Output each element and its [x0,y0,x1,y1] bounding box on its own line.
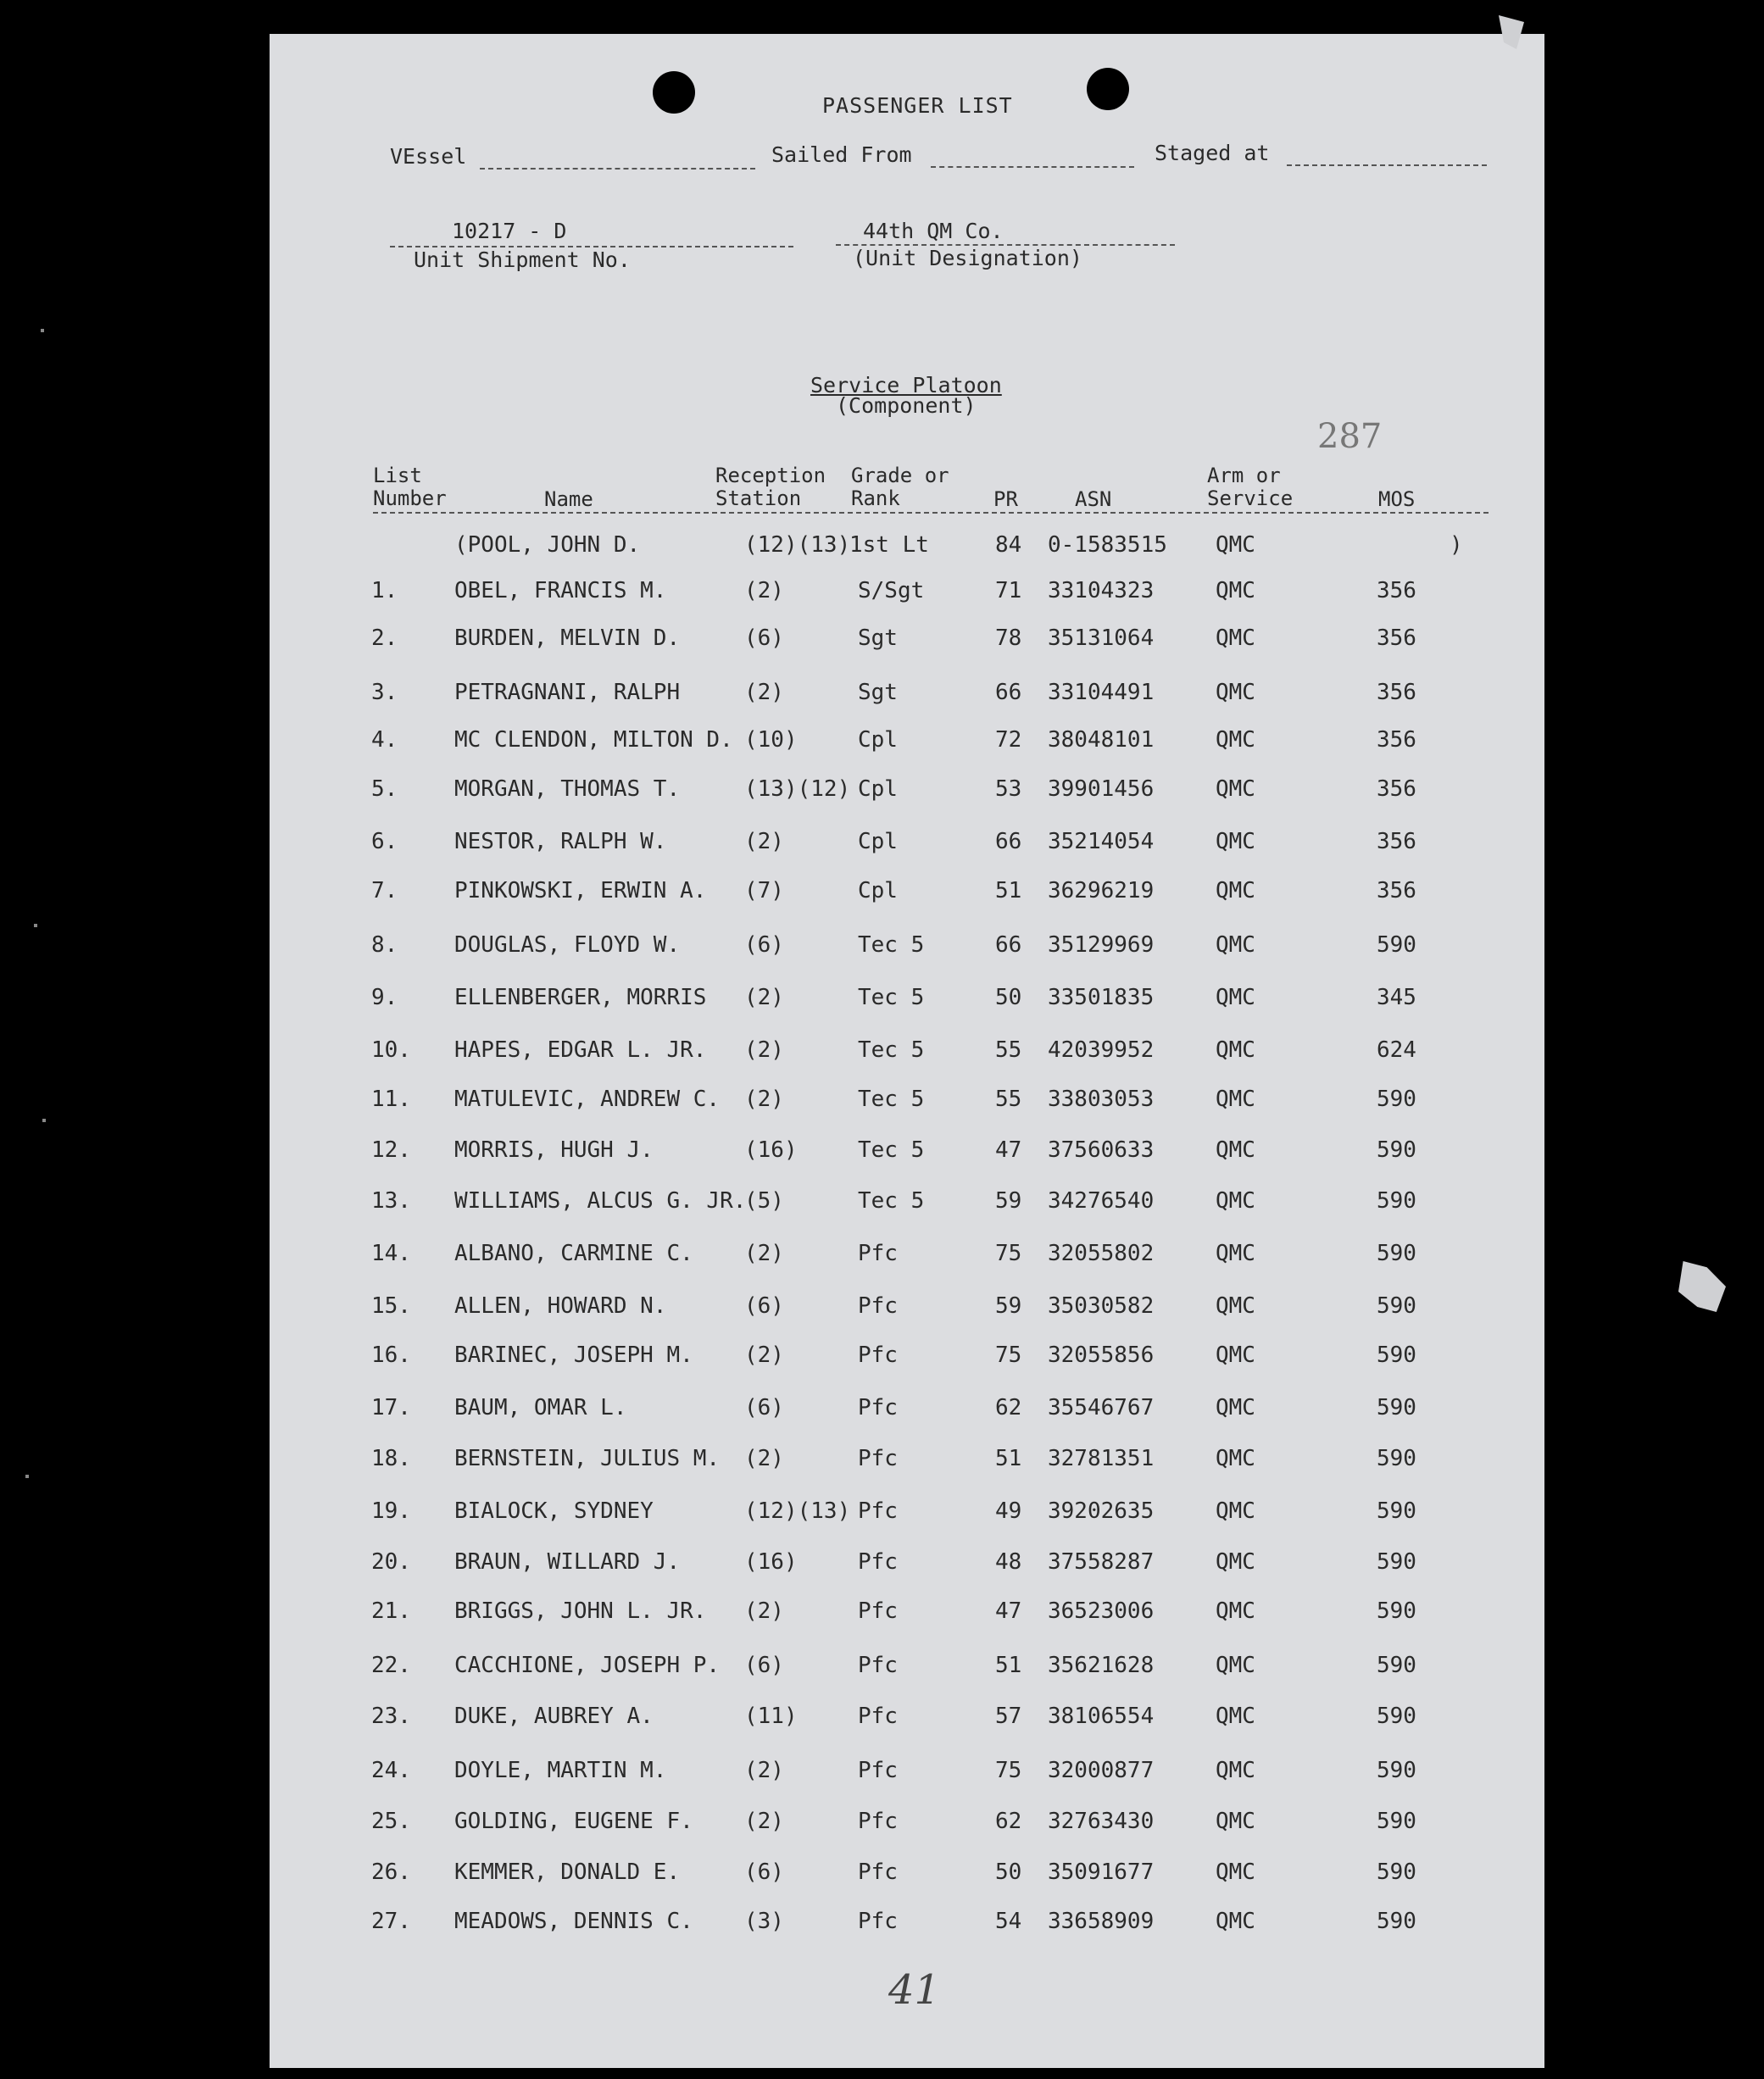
row-mos: 590 [1377,1293,1416,1319]
row-name: ELLENBERGER, MORRIS [454,985,707,1010]
row-name: BAUM, OMAR L. [454,1395,627,1420]
header-rule [373,512,1489,514]
row-name: MC CLENDON, MILTON D. [454,727,733,753]
row-grade: Pfc [858,1549,898,1575]
punch-hole-left [653,71,695,114]
staged-at-line [1287,164,1487,166]
row-station: (6) [744,1293,784,1319]
row-number: 19. [371,1498,411,1524]
row-grade: Pfc [858,1342,898,1368]
row-grade: Pfc [858,1241,898,1266]
header-arm-service: Arm or Service [1207,464,1294,510]
row-mos: 356 [1377,776,1416,802]
row-name: MEADOWS, DENNIS C. [454,1909,693,1934]
row-station: (7) [744,878,784,903]
row-mos: 590 [1377,1498,1416,1524]
row-name: KEMMER, DONALD E. [454,1859,681,1885]
row-station: (2) [744,829,784,854]
row-station: (16) [744,1549,798,1575]
row-pr: 49 [995,1498,1022,1524]
row-mos: 356 [1377,829,1416,854]
row-grade: Tec 5 [858,1188,925,1214]
row-arm: QMC [1216,1909,1255,1934]
page-title: PASSENGER LIST [822,93,1013,118]
unit-designation-label: (Unit Designation) [853,246,1082,270]
row-mos: 356 [1377,878,1416,903]
row-name: BRIGGS, JOHN L. JR. [454,1598,707,1624]
row-name: PETRAGNANI, RALPH [454,680,681,705]
row-number: 10. [371,1037,411,1063]
row-station: (11) [744,1704,798,1729]
row-mos: 590 [1377,1137,1416,1163]
row-number: 5. [371,776,398,802]
row-number: 20. [371,1549,411,1575]
row-arm: QMC [1216,1037,1255,1063]
row-asn: 33658909 [1048,1909,1155,1934]
row-mos: 345 [1377,985,1416,1010]
row-station: (2) [744,985,784,1010]
row-number: 4. [371,727,398,753]
row-arm: QMC [1216,1342,1255,1368]
row-station: (13)(12) [744,776,851,802]
row-station: (6) [744,1653,784,1678]
row-number: 12. [371,1137,411,1163]
row-name: NESTOR, RALPH W. [454,829,667,854]
row-pr: 47 [995,1137,1022,1163]
row-asn: 35214054 [1048,829,1155,854]
row-asn: 37560633 [1048,1137,1155,1163]
row-arm: QMC [1216,727,1255,753]
row-arm: QMC [1216,1446,1255,1471]
row-asn: 35621628 [1048,1653,1155,1678]
row-station: (2) [744,1598,784,1624]
row-grade: Pfc [858,1653,898,1678]
row-number: 15. [371,1293,411,1319]
row-arm: QMC [1216,1704,1255,1729]
row-station: (2) [744,578,784,603]
row-mos: 590 [1377,932,1416,958]
row-mos: 590 [1377,1087,1416,1112]
row-grade: Tec 5 [858,1137,925,1163]
page-number: 287 [1317,417,1383,456]
row-asn: 42039952 [1048,1037,1155,1063]
officer-grade: 1st Lt [849,532,929,558]
row-grade: Pfc [858,1909,898,1934]
row-mos: 590 [1377,1653,1416,1678]
row-asn: 39202635 [1048,1498,1155,1524]
row-pr: 59 [995,1293,1022,1319]
row-arm: QMC [1216,1188,1255,1214]
row-station: (2) [744,1241,784,1266]
row-name: ALBANO, CARMINE C. [454,1241,693,1266]
row-grade: Tec 5 [858,1087,925,1112]
row-grade: Sgt [858,625,898,651]
row-arm: QMC [1216,578,1255,603]
row-pr: 71 [995,578,1022,603]
row-asn: 36296219 [1048,878,1155,903]
row-mos: 590 [1377,1395,1416,1420]
row-grade: Tec 5 [858,985,925,1010]
staged-at-label: Staged at [1155,141,1270,165]
row-pr: 47 [995,1598,1022,1624]
row-grade: S/Sgt [858,578,925,603]
row-grade: Cpl [858,878,898,903]
row-station: (6) [744,1859,784,1885]
row-arm: QMC [1216,878,1255,903]
row-grade: Pfc [858,1758,898,1783]
row-grade: Cpl [858,829,898,854]
row-grade: Cpl [858,727,898,753]
component-label: (Component) [836,393,977,418]
officer-pr: 84 [995,532,1022,558]
row-grade: Tec 5 [858,932,925,958]
row-number: 14. [371,1241,411,1266]
row-number: 7. [371,878,398,903]
row-mos: 590 [1377,1809,1416,1834]
row-pr: 50 [995,985,1022,1010]
row-station: (2) [744,1446,784,1471]
row-mos: 590 [1377,1549,1416,1575]
row-asn: 32763430 [1048,1809,1155,1834]
row-number: 21. [371,1598,411,1624]
row-number: 18. [371,1446,411,1471]
row-asn: 33104323 [1048,578,1155,603]
row-station: (2) [744,1087,784,1112]
row-pr: 66 [995,829,1022,854]
row-grade: Tec 5 [858,1037,925,1063]
row-station: (2) [744,1809,784,1834]
row-name: ALLEN, HOWARD N. [454,1293,667,1319]
row-asn: 34276540 [1048,1188,1155,1214]
row-pr: 57 [995,1704,1022,1729]
row-pr: 48 [995,1549,1022,1575]
row-asn: 35091677 [1048,1859,1155,1885]
row-mos: 356 [1377,578,1416,603]
row-arm: QMC [1216,1859,1255,1885]
punch-hole-right [1087,68,1129,110]
row-arm: QMC [1216,1241,1255,1266]
row-station: (2) [744,680,784,705]
row-mos: 590 [1377,1241,1416,1266]
row-grade: Pfc [858,1293,898,1319]
row-name: MORRIS, HUGH J. [454,1137,654,1163]
row-arm: QMC [1216,985,1255,1010]
row-number: 16. [371,1342,411,1368]
row-number: 8. [371,932,398,958]
row-asn: 33803053 [1048,1087,1155,1112]
row-station: (6) [744,1395,784,1420]
row-mos: 356 [1377,727,1416,753]
officer-arm: QMC [1216,532,1255,558]
officer-station: (12)(13) [744,532,851,558]
row-pr: 66 [995,932,1022,958]
row-grade: Pfc [858,1446,898,1471]
row-number: 24. [371,1758,411,1783]
row-number: 22. [371,1653,411,1678]
vessel-label: VEssel [390,144,467,169]
row-mos: 590 [1377,1342,1416,1368]
row-name: OBEL, FRANCIS M. [454,578,667,603]
row-arm: QMC [1216,1395,1255,1420]
row-arm: QMC [1216,625,1255,651]
row-asn: 33104491 [1048,680,1155,705]
row-asn: 35131064 [1048,625,1155,651]
row-grade: Pfc [858,1498,898,1524]
row-station: (6) [744,625,784,651]
unit-shipment-no: 10217 - D [452,219,567,243]
row-asn: 32055856 [1048,1342,1155,1368]
row-name: BRAUN, WILLARD J. [454,1549,681,1575]
row-arm: QMC [1216,1809,1255,1834]
row-grade: Cpl [858,776,898,802]
row-name: DOYLE, MARTIN M. [454,1758,667,1783]
row-arm: QMC [1216,1758,1255,1783]
row-station: (16) [744,1137,798,1163]
officer-close-paren: ) [1450,532,1463,558]
scan-speck [34,924,37,927]
row-grade: Pfc [858,1859,898,1885]
row-asn: 32000877 [1048,1758,1155,1783]
row-asn: 38048101 [1048,727,1155,753]
row-grade: Pfc [858,1598,898,1624]
row-name: BIALOCK, SYDNEY [454,1498,654,1524]
row-station: (10) [744,727,798,753]
row-mos: 590 [1377,1598,1416,1624]
row-asn: 39901456 [1048,776,1155,802]
header-mos: MOS [1378,487,1416,511]
row-arm: QMC [1216,1087,1255,1112]
officer-name: (POOL, JOHN D. [454,532,641,558]
row-name: PINKOWSKI, ERWIN A. [454,878,707,903]
unit-designation: 44th QM Co. [863,219,1004,243]
row-pr: 62 [995,1395,1022,1420]
row-grade: Pfc [858,1809,898,1834]
row-station: (2) [744,1342,784,1368]
row-mos: 590 [1377,1758,1416,1783]
officer-asn: 0-1583515 [1048,532,1167,558]
row-asn: 33501835 [1048,985,1155,1010]
row-number: 25. [371,1809,411,1834]
row-station: (2) [744,1037,784,1063]
scan-speck [25,1475,29,1478]
document-page [270,34,1544,2068]
row-asn: 36523006 [1048,1598,1155,1624]
header-asn: ASN [1075,487,1112,511]
row-arm: QMC [1216,1498,1255,1524]
row-number: 27. [371,1909,411,1934]
row-name: GOLDING, EUGENE F. [454,1809,693,1834]
row-asn: 35030582 [1048,1293,1155,1319]
row-mos: 356 [1377,680,1416,705]
row-number: 26. [371,1859,411,1885]
row-asn: 32781351 [1048,1446,1155,1471]
row-name: MORGAN, THOMAS T. [454,776,681,802]
row-mos: 590 [1377,1909,1416,1934]
handwritten-mark: 41 [888,1966,941,2014]
header-grade: Grade or Rank [851,464,949,510]
paper-fragment [1678,1261,1726,1312]
header-list-number: List Number [373,464,447,510]
row-station: (2) [744,1758,784,1783]
row-station: (5) [744,1188,784,1214]
row-arm: QMC [1216,829,1255,854]
row-name: DUKE, AUBREY A. [454,1704,654,1729]
row-asn: 38106554 [1048,1704,1155,1729]
row-number: 9. [371,985,398,1010]
component: Service Platoon [810,373,1002,397]
row-pr: 78 [995,625,1022,651]
vessel-line [480,168,755,170]
row-pr: 75 [995,1342,1022,1368]
row-pr: 54 [995,1909,1022,1934]
unit-shipment-label: Unit Shipment No. [414,247,631,272]
row-pr: 55 [995,1037,1022,1063]
row-arm: QMC [1216,1598,1255,1624]
row-number: 23. [371,1704,411,1729]
row-arm: QMC [1216,1137,1255,1163]
row-pr: 59 [995,1188,1022,1214]
row-station: (3) [744,1909,784,1934]
row-name: BARINEC, JOSEPH M. [454,1342,693,1368]
row-arm: QMC [1216,1653,1255,1678]
row-name: CACCHIONE, JOSEPH P. [454,1653,721,1678]
row-pr: 53 [995,776,1022,802]
row-number: 6. [371,829,398,854]
row-number: 2. [371,625,398,651]
row-mos: 590 [1377,1446,1416,1471]
row-pr: 51 [995,1446,1022,1471]
row-pr: 50 [995,1859,1022,1885]
row-number: 11. [371,1087,411,1112]
row-pr: 75 [995,1758,1022,1783]
header-name: Name [544,487,593,511]
row-grade: Pfc [858,1704,898,1729]
row-grade: Pfc [858,1395,898,1420]
row-mos: 590 [1377,1859,1416,1885]
row-pr: 75 [995,1241,1022,1266]
row-station: (12)(13) [744,1498,851,1524]
row-number: 13. [371,1188,411,1214]
row-asn: 37558287 [1048,1549,1155,1575]
row-number: 1. [371,578,398,603]
header-pr: PR [993,487,1018,511]
sailed-from-line [931,166,1134,168]
row-asn: 32055802 [1048,1241,1155,1266]
row-mos: 356 [1377,625,1416,651]
row-number: 17. [371,1395,411,1420]
scan-speck [41,329,44,332]
row-arm: QMC [1216,776,1255,802]
row-mos: 590 [1377,1704,1416,1729]
row-name: BERNSTEIN, JULIUS M. [454,1446,721,1471]
row-station: (6) [744,932,784,958]
row-name: MATULEVIC, ANDREW C. [454,1087,721,1112]
row-grade: Sgt [858,680,898,705]
row-name: WILLIAMS, ALCUS G. JR. [454,1188,747,1214]
header-reception-station: Reception Station [715,464,826,510]
row-arm: QMC [1216,680,1255,705]
row-asn: 35546767 [1048,1395,1155,1420]
sailed-from-label: Sailed From [771,142,912,167]
row-pr: 66 [995,680,1022,705]
row-name: DOUGLAS, FLOYD W. [454,932,681,958]
row-asn: 35129969 [1048,932,1155,958]
row-pr: 62 [995,1809,1022,1834]
row-arm: QMC [1216,1549,1255,1575]
row-pr: 51 [995,1653,1022,1678]
row-pr: 51 [995,878,1022,903]
row-pr: 55 [995,1087,1022,1112]
row-name: HAPES, EDGAR L. JR. [454,1037,707,1063]
row-mos: 624 [1377,1037,1416,1063]
scan-speck [42,1119,46,1122]
row-mos: 590 [1377,1188,1416,1214]
row-number: 3. [371,680,398,705]
row-arm: QMC [1216,1293,1255,1319]
row-name: BURDEN, MELVIN D. [454,625,681,651]
row-arm: QMC [1216,932,1255,958]
row-pr: 72 [995,727,1022,753]
